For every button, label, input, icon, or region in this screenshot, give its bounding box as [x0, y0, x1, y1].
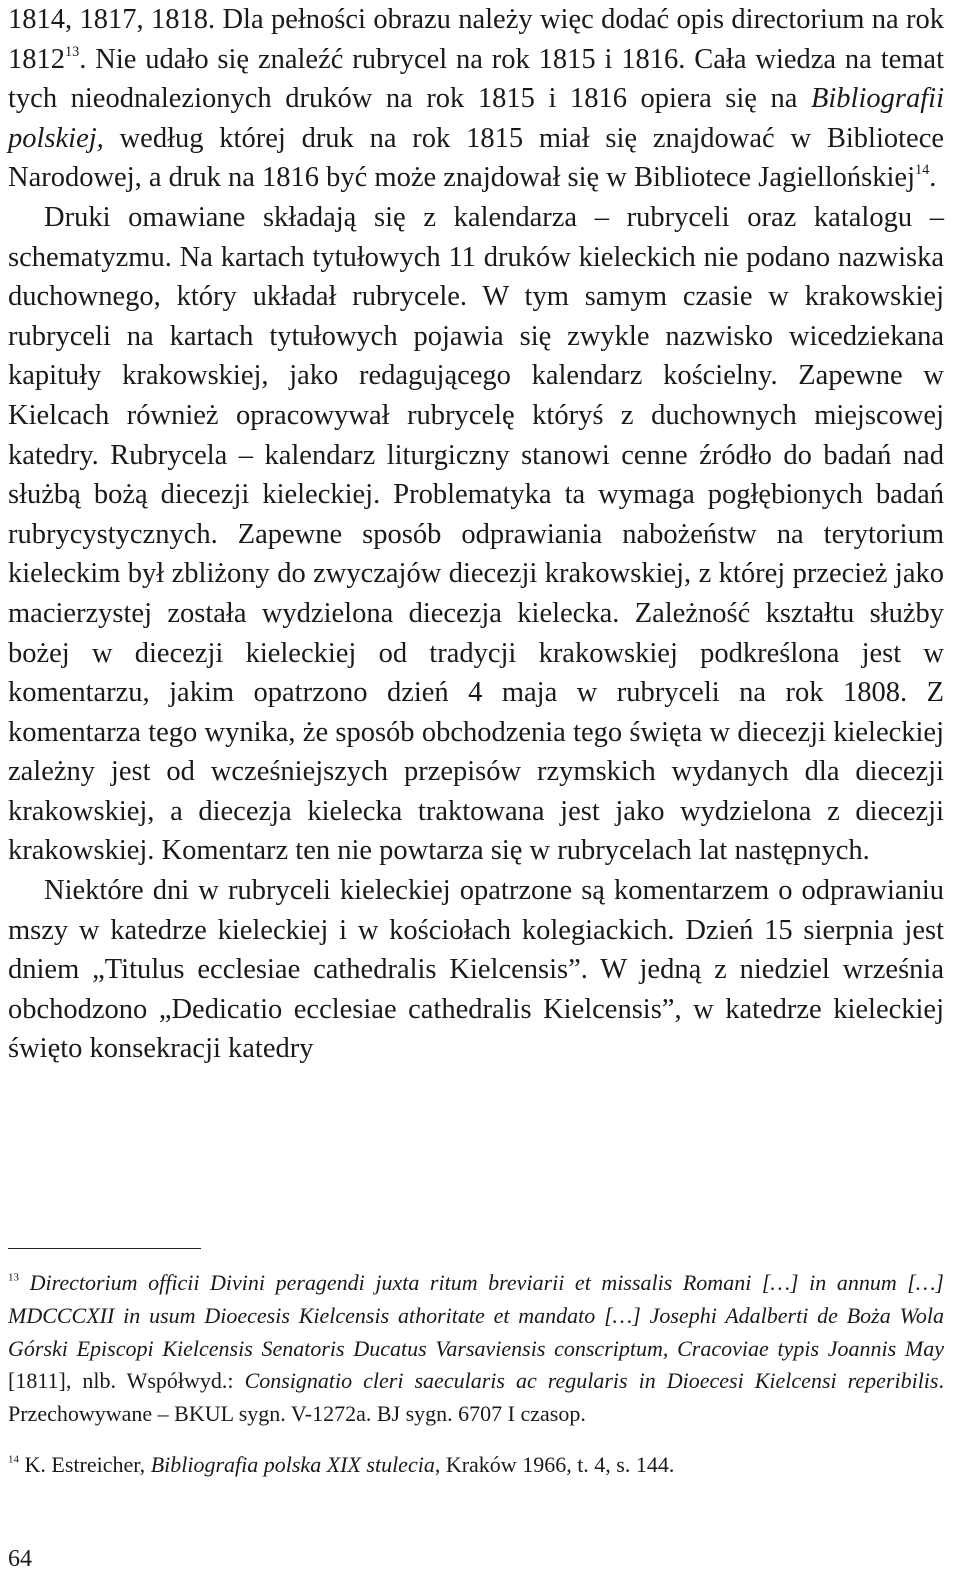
text-run: K. Estreicher,: [19, 1451, 151, 1477]
italic-text: Bibliografia polska XIX stulecia: [150, 1451, 435, 1477]
paragraph-3: [8, 871, 944, 1069]
paragraph-2: [8, 198, 944, 871]
text-run: .: [929, 162, 937, 194]
footnote-ref: 13: [8, 1271, 19, 1284]
text-run: [1811], nlb. Współwyd.:: [8, 1368, 245, 1394]
text-run: . Przechowywane – BKUL sygn. V-1272a. BJ sygn. 6707 I czasop.: [8, 1368, 944, 1427]
italic-text: Directorium officii Divini peragendi juxta ritum breviarii et missalis Romani […] in annum […] MDCCCXII in usum Dioecesis Kielcensis athoritate et mandato […] Josephi Adalberti de Boża Wola Górski Episcopi Kielcensis Senatoris Ducatus Varsaviensis conscriptum, Cracoviae typis Joannis May: [8, 1270, 944, 1361]
italic-text: Bibliografii polskiej,: [8, 83, 944, 154]
text-run: Druki omawiane składają się z kalendarza – rubryceli oraz katalogu – schematyzmu. Na kartach tytułowych 11 druków kieleckich nie podano nazwiska duchownego, który układał rubrycele. W tym samym czasie w krakowskiej rubryceli na kartach tytułowych pojawia się zwykle nazwisko wicedziekana kapituły krakowskiej, jako redagującego kalendarz kościelny. Zapewne w Kielcach również opracowywał rubrycelę któryś z duchownych miejscowej katedry. Rubrycela – kalendarz liturgiczny stanowi cenne źródło do badań nad służbą bożą diecezji kieleckiej. Problematyka ta wymaga pogłębionych badań rubrycystycznych. Zapewne sposób odprawiania nabożeństw na terytorium kieleckim był zbliżony do zwyczajów diecezji krakowskiej, z której przecież jako macierzystej została wydzielona diecezja kielecka. Zależność kształtu służby bożej w diecezji kieleckiej od tradycji krakowskiej podkreślona jest w komentarzu, jakim opatrzono dzień 4 maja w rubryceli na rok 1808. Z komentarza tego wynika, że sposób obchodzenia tego święta w diecezji kieleckiej zależny jest od wcześniejszych przepisów rzymskich wydanych dla diecezji krakowskiej, a diecezja kielecka traktowana jest jako wydzielona z diecezji krakowskiej. Komentarz ten nie powtarza się w rubrycelach lat następnych.: [8, 201, 944, 867]
footnote-ref: 14: [8, 1453, 19, 1466]
main-text: [8, 0, 944, 1069]
text-run: 1814, 1817, 1818. Dla pełności obrazu należy więc dodać opis directorium na rok 1812: [8, 4, 944, 75]
italic-text: Consignatio cleri saecularis ac regularis in Dioecesi Kielcensi reperibilis: [244, 1368, 939, 1394]
document-page: [8, 0, 944, 1572]
text-run: . Nie udało się znaleźć rubrycel na rok 1815 i 1816. Cała wiedza na temat tych nieodnalezionych druków na rok 1815 i 1816 opiera się na: [8, 43, 944, 115]
text-run: według której druk na rok 1815 miał się znajdować w Bibliotece Narodowej, a druk na 1816 być może znajdował się w Bibliotece Jagiellońskiej: [8, 122, 944, 194]
footnote-separator: [8, 1248, 201, 1249]
paragraph-1: [8, 0, 944, 198]
text-run: Niektóre dni w rubryceli kieleckiej opatrzone są komentarzem o odprawianiu mszy w katedrze kieleckiej i w kościołach kolegiackich. Dzień 15 sierpnia jest dniem „Titulus ecclesiae cathedralis Kielcensis”. W jedną z niedziel września obchodzono „Dedicatio ecclesiae cathedralis Kielcensis”, w katedrze kieleckiej święto konsekracji katedry: [8, 875, 944, 1065]
footnote-ref: 14: [915, 162, 930, 179]
footnote-14: [8, 1449, 944, 1482]
text-run: [19, 1270, 30, 1295]
page-number: 64: [8, 1546, 32, 1572]
footnote-13: [8, 1267, 944, 1431]
text-run: , Kraków 1966, t. 4, s. 144.: [434, 1451, 675, 1477]
footnote-ref: 13: [65, 43, 80, 60]
footnotes: [8, 1248, 944, 1482]
